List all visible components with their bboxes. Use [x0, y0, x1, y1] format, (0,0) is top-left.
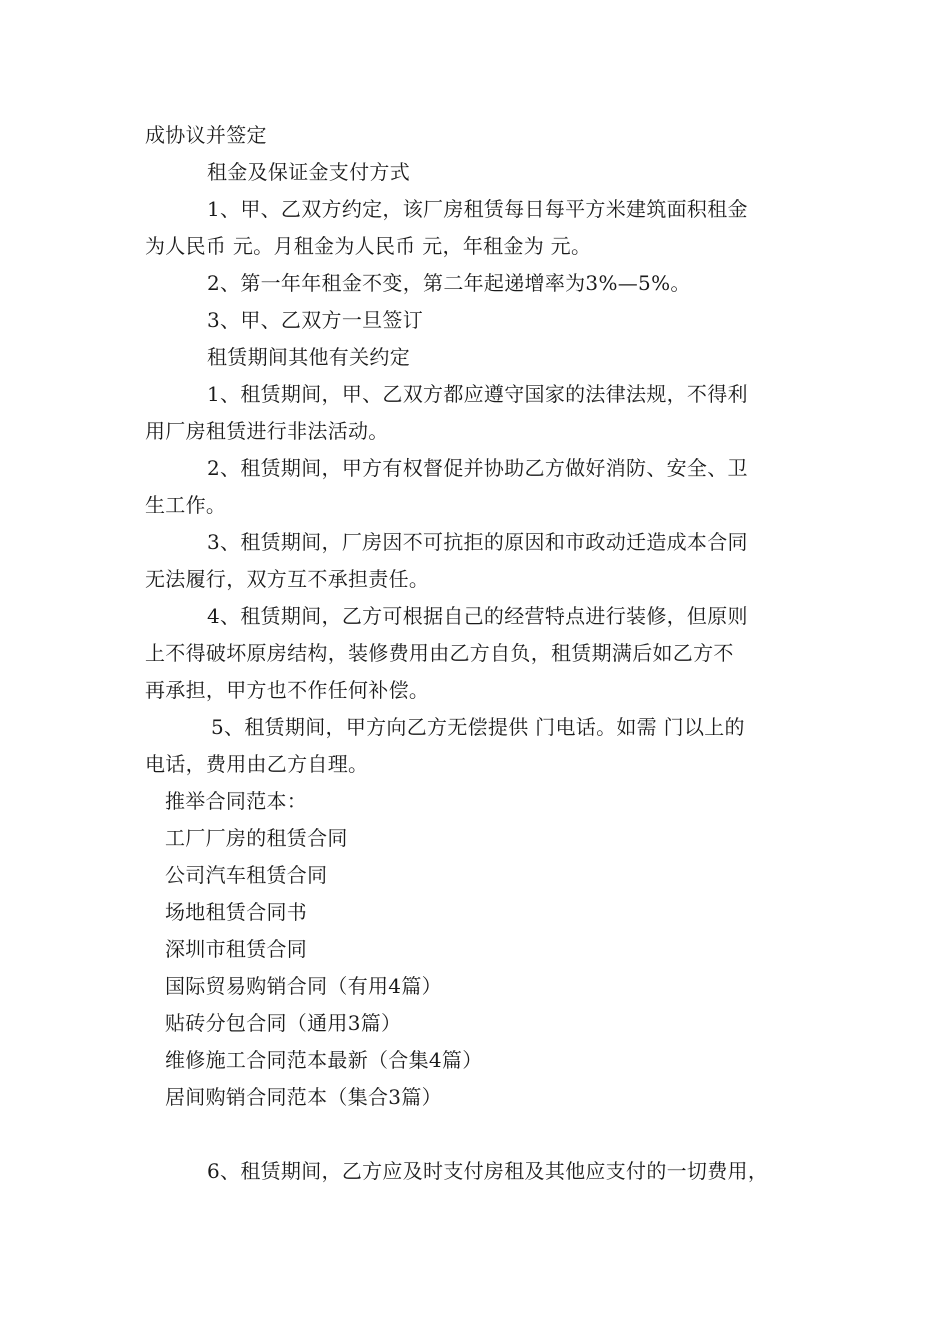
- section-heading: 租赁期间其他有关约定: [207, 345, 410, 369]
- text-line: 再承担，甲方也不作任何补偿。: [145, 678, 430, 702]
- recommend-link[interactable]: 工厂厂房的租赁合同: [165, 826, 348, 850]
- text-line: 生工作。: [145, 493, 227, 517]
- text-line: 1、甲、乙双方约定，该厂房租赁每日每平方米建筑面积租金: [207, 197, 748, 221]
- text-line: 无法履行，双方互不承担责任。: [145, 567, 430, 591]
- text-line: 4、租赁期间，乙方可根据自己的经营特点进行装修，但原则: [207, 604, 748, 628]
- text-line: 6、租赁期间，乙方应及时支付房租及其他应支付的一切费用，: [207, 1159, 769, 1183]
- text-line: 为人民币 元。月租金为人民币 元，年租金为 元。: [145, 234, 592, 258]
- recommend-link[interactable]: 国际贸易购销合同（有用4篇）: [165, 974, 442, 998]
- text-line: 5、租赁期间，甲方向乙方无偿提供 门电话。如需 门以上的: [211, 715, 745, 739]
- recommend-link[interactable]: 贴砖分包合同（通用3篇）: [165, 1011, 402, 1035]
- text-line: 成协议并签定: [145, 123, 267, 147]
- text-line: 用厂房租赁进行非法活动。: [145, 419, 389, 443]
- recommend-link[interactable]: 居间购销合同范本（集合3篇）: [165, 1085, 442, 1109]
- recommend-title: 推举合同范本：: [165, 789, 308, 813]
- section-heading: 租金及保证金支付方式: [207, 160, 410, 184]
- text-line: 2、租赁期间，甲方有权督促并协助乙方做好消防、安全、卫: [207, 456, 748, 480]
- text-line: 上不得破坏原房结构，装修费用由乙方自负，租赁期满后如乙方不: [145, 641, 734, 665]
- text-line: 1、租赁期间，甲、乙双方都应遵守国家的法律法规，不得利: [207, 382, 748, 406]
- recommend-link[interactable]: 深圳市租赁合同: [165, 937, 308, 961]
- recommend-link[interactable]: 场地租赁合同书: [165, 900, 308, 924]
- text-line: 3、租赁期间，厂房因不可抗拒的原因和市政动迁造成本合同: [207, 530, 748, 554]
- recommend-link[interactable]: 维修施工合同范本最新（合集4篇）: [165, 1048, 483, 1072]
- text-line: 3、甲、乙双方一旦签订: [207, 308, 424, 332]
- recommend-link[interactable]: 公司汽车租赁合同: [165, 863, 328, 887]
- text-line: 2、第一年年租金不变，第二年起递增率为3%—5%。: [207, 271, 691, 295]
- text-line: 电话，费用由乙方自理。: [145, 752, 369, 776]
